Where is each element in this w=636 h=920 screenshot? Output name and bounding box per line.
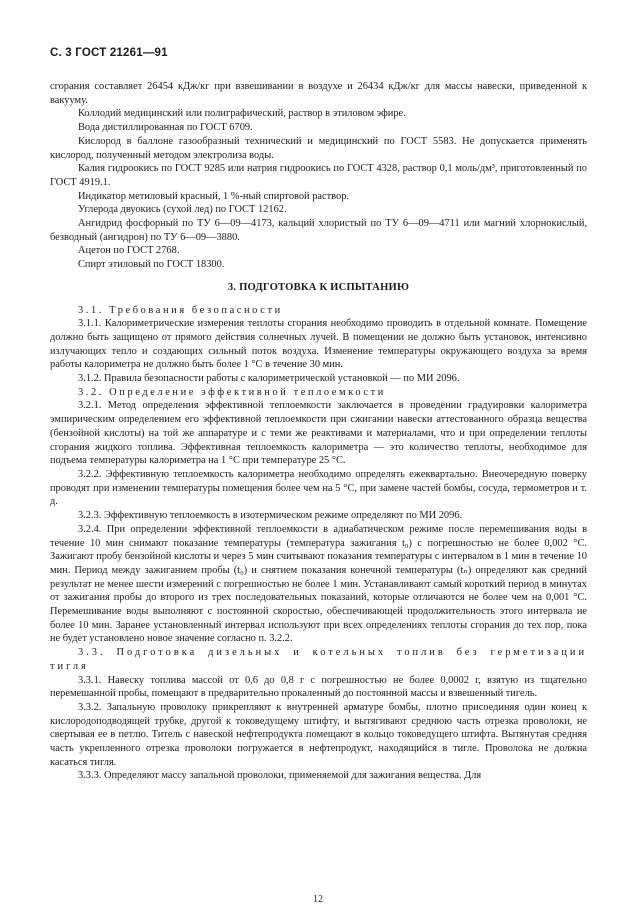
paragraph: 3.2.1. Метод определения эффективной теплоемкости заключается в проведении градуировки калориметра эмпирическим определением его эффективной теплоемкости при сжигании навески аттестованного образца вещества (бензойной кислоты) на той же аппаратуре и с теми же реактивами и материалами, что и при определении теплоты сгорания жидкого топлива. Эффективная теплоемкость калориметра — это количество теплоты, необходимое для подъема температуры калориметра на 1 °С при температуре 25 °С. xyxy=(50,400,587,467)
paragraph: Ангидрид фосфорный по ТУ 6—09—4173, кальций хлористый по ТУ 6—09—4711 или магний хлорнокислый, безводный (ангидрон) по ТУ 6—09—3880. xyxy=(50,218,587,243)
paragraph: Вода дистиллированная по ГОСТ 6709. xyxy=(78,122,253,134)
subsection-title: 3.2. Определение эффективной теплоемкости xyxy=(78,386,386,398)
paragraph: Спирт этиловый по ГОСТ 18300. xyxy=(78,259,225,271)
paragraph: Кислород в баллоне газообразный технический и медицинский по ГОСТ 5583. Не допускается применять кислород, полученный методом электролиза воды. xyxy=(50,135,587,161)
subsection-title: 3.1. Требования безопасности xyxy=(78,304,283,316)
paragraph: 3.3.1. Навеску топлива массой от 0,6 до 0,8 г с погрешностью не более 0,0002 г, взятую из тщательно перемешанной пробы, помещают в предварительно прокаленный до постоянной массы и взвешенный тигель. xyxy=(50,674,587,700)
paragraph: Углерода двуокись (сухой лед) по ГОСТ 12162. xyxy=(78,204,287,216)
paragraph: Калия гидроокись по ГОСТ 9285 или натрия гидроокись по ГОСТ 4328, раствор 0,1 моль/дм³, приготовленный по ГОСТ 4919.1. xyxy=(50,163,587,188)
page-header: С. 3 ГОСТ 21261—91 xyxy=(50,47,168,59)
paragraph: Ацетон по ГОСТ 2768. xyxy=(78,245,180,257)
paragraph: 3.2.3. Эффективную теплоемкость в изотермическом режиме определяют по МИ 2096. xyxy=(78,510,463,522)
paragraph: 3.1.1. Калориметрические измерения теплоты сгорания необходимо проводить в отдельной комнате. Помещение должно быть защищено от прямого действия солнечных лучей. В помещении не должно быть установок, интенсивно излучающих тепло и создающих сильный поток воздуха. Изменение температуры окружающего воздуха за время работы калориметра не должно быть более 1 °С в течение 30 мин. xyxy=(50,318,587,371)
document-body xyxy=(50,80,587,783)
paragraph: сгорания составляет 26454 кДж/кг при взвешивании в воздухе и 26434 кДж/кг для массы навески, приведенной к вакууму. xyxy=(50,81,587,106)
section-title: 3. ПОДГОТОВКА К ИСПЫТАНИЮ xyxy=(227,281,410,293)
page-number: 12 xyxy=(313,894,323,905)
paragraph: 3.3.2. Запальную проволоку прикрепляют к внутренней арматуре бомбы, плотно присоединяя один конец к кислородоподводящей трубке, другой к токоведущему штифту, и вытягивают среднюю часть отрезка проволоки, не свертывая ее в петлю. Титель с навеской нефтепродукта помещают в кольцо токоведущего штифта. Вытянутая средняя часть укрепленного отрезка проволоки погружается в нефтепродукт, находящийся в тигле. Проволока не должна касаться тигля. xyxy=(50,701,587,768)
paragraph: 3.1.2. Правила безопасности работы с калориметрической установкой — по МИ 2096. xyxy=(78,373,460,385)
subsection-title: 3.3. Подготовка дизельных и котельных топлив без герметизации тигля xyxy=(50,647,587,672)
paragraph: 3.3.3. Определяют массу запальной проволоки, применяемой для зажигания вещества. Для xyxy=(78,770,482,782)
paragraph: 3.2.4. При определении эффективной теплоемкости в адиабатическом режиме после перемешивания воды в течение 10 мин снимают показание температуры (температура зажигания t₀) с погрешностью не более 0,002 °С. Зажигают пробу бензойной кислоты и через 5 мин считывают показания температуры с интервалом в 1 мин в течение 10 мин. Период между зажиганием пробы (t₀) и снятием показания конечной температуры (tₙ) определяют как средний результат не менее шести измерений с погрешностью не более 1 мин. Устанавливают самый короткий период в минутах от зажигания пробы до второго из трех последовательных показаний, которые отличаются не более чем на 0,001 °С. Перемешивание воды выполняют с постоянной скоростью, обеспечивающей продолжительность этого интервала не более 10 мин. Заранее установленный интервал используют при всех определениях теплоты сгорания до тех пор, пока не будет установлено новое значение согласно п. 3.2.2. xyxy=(50,523,587,645)
paragraph: Коллодий медицинский или полиграфический, раствор в этиловом эфире. xyxy=(78,108,406,120)
paragraph: Индикатор метиловый красный, 1 %-ный спиртовой раствор. xyxy=(78,190,349,202)
paragraph: 3.2.2. Эффективную теплоемкость калориметра необходимо определять ежеквартально. Внеочередную поверку проводят при изменении температуры помещения более чем на 5 °С, при замене частей бомбы, сосуда, термометров и т. д. xyxy=(50,468,587,508)
